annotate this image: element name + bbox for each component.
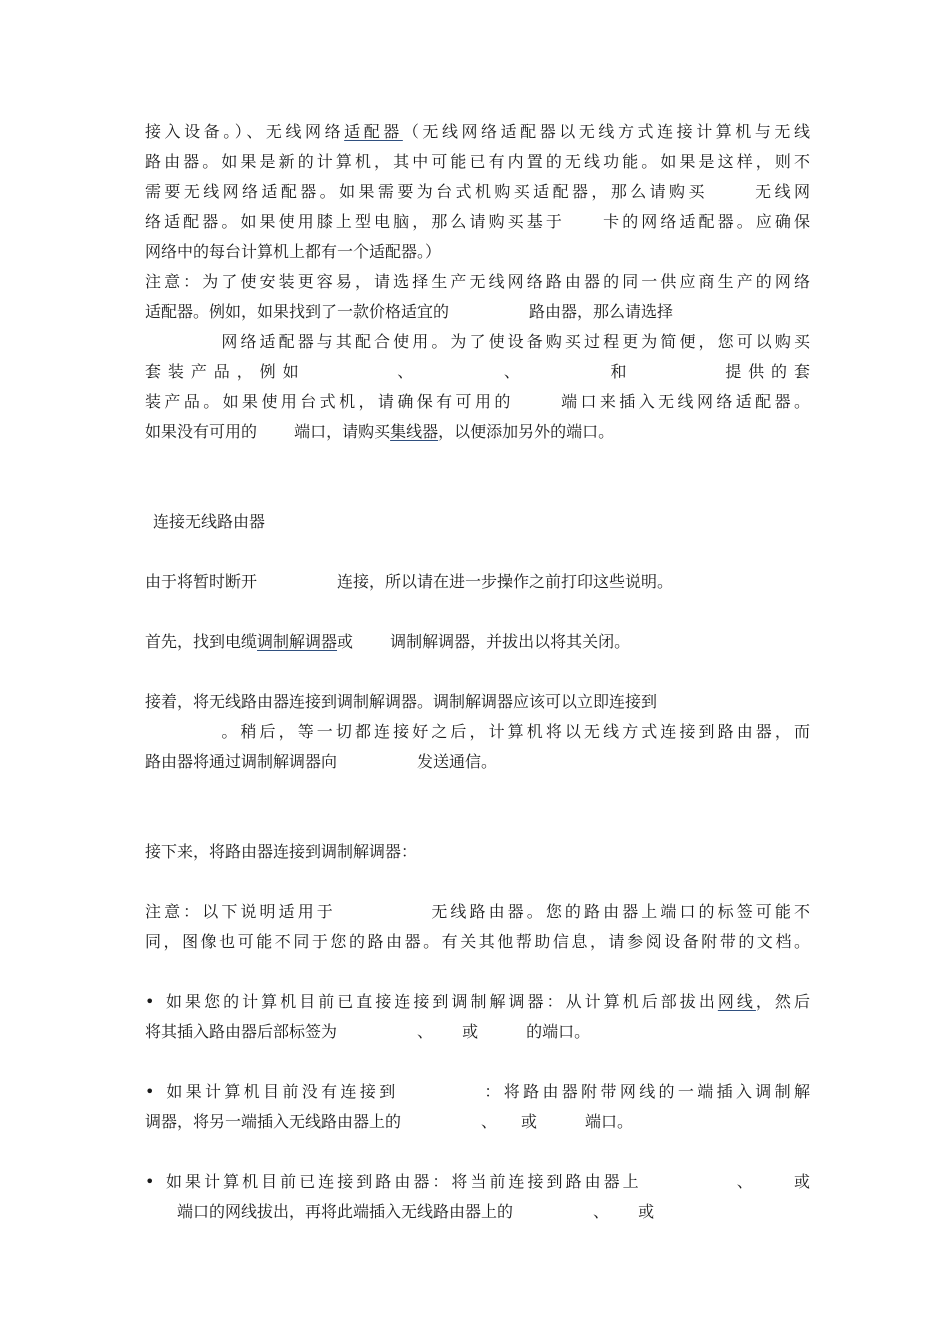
para2-line3: 网络适配器与其配合使用。为了使设备购买过程更为简便，您可以购买: [145, 332, 810, 351]
para7-line1: 注意：以下说明适用于 无线路由器。您的路由器上端口的标签可能不: [145, 902, 810, 921]
para1-line3: 需要无线网络适配器。如果需要为台式机购买适配器，那么请购买 无线网: [145, 182, 810, 201]
bullet-icon: •: [145, 1172, 155, 1191]
text: （无线网络适配器以无线方式连接计算机与无线: [402, 122, 810, 141]
bullet-icon: •: [145, 992, 155, 1011]
text: 首先，找到电缆: [145, 632, 258, 651]
text: 如果您的计算机目前已直接连接到调制解调器：从计算机后部拔出: [163, 992, 718, 1011]
link-hub[interactable]: 集线器: [390, 422, 439, 441]
para6: 接下来，将路由器连接到调制解调器：: [145, 842, 418, 861]
link-cable[interactable]: 网线: [717, 992, 756, 1011]
text: ，以便添加另外的端口。: [438, 422, 615, 441]
bullet2-line1: [145, 1082, 810, 1102]
para2-line4: 套装产品，例如 、 、 和 提供的套: [145, 362, 810, 381]
para5-line2: 。稍后，等一切都连接好之后，计算机将以无线方式连接到路由器，而: [145, 722, 810, 741]
para2-line6: [145, 422, 810, 442]
para5-line1: 接着，将无线路由器连接到调制解调器。调制解调器应该可以立即连接到: [145, 692, 658, 711]
bullet2-line2: 调器，将另一端插入无线路由器上的 、 或 端口。: [145, 1112, 634, 1131]
para5-line3: 路由器将通过调制解调器向 发送通信。: [145, 752, 498, 771]
para1-line4: 络适配器。如果使用膝上型电脑，那么请购买基于 卡的网络适配器。应确保: [145, 212, 810, 231]
para3: 由于将暂时断开 连接，所以请在进一步操作之前打印这些说明。: [145, 572, 674, 591]
text: 如果计算机目前没有连接到 ：将路由器附带网线的一端插入调制解: [163, 1082, 810, 1101]
text: 或 调制解调器，并拔出以将其关闭。: [337, 632, 631, 651]
para1-line2: 路由器。如果是新的计算机，其中可能已有内置的无线功能。如果是这样，则不: [145, 152, 810, 171]
para7-line2: 同，图像也可能不同于您的路由器。有关其他帮助信息，请参阅设备附带的文档。: [145, 932, 810, 951]
text: 如果没有可用的 端口，请购买: [145, 422, 391, 441]
text: 接入设备。）、无线网络: [145, 122, 345, 141]
bullet1-line2: 将其插入路由器后部标签为 、 或 的端口。: [145, 1022, 591, 1041]
text: 如果计算机目前已连接到路由器：将当前连接到路由器上 、 或: [163, 1172, 810, 1191]
para2-line5: 装产品。如果使用台式机，请确保有可用的 端口来插入无线网络适配器。: [145, 392, 810, 411]
link-adapter[interactable]: 适配器: [344, 122, 403, 141]
para1-line5: 网络中的每台计算机上都有一个适配器。）: [145, 242, 442, 261]
section-heading: 连接无线路由器: [153, 512, 266, 531]
para4: [145, 632, 810, 652]
bullet1-line1: [145, 992, 810, 1012]
para2-line2: 适配器。例如，如果找到了一款价格适宜的 路由器，那么请选择: [145, 302, 674, 321]
para2-line1: 注意：为了使安装更容易，请选择生产无线网络路由器的同一供应商生产的网络: [145, 272, 810, 291]
bullet3-line1: [145, 1172, 810, 1192]
link-modem[interactable]: 调制解调器: [257, 632, 338, 651]
text: ，然后: [755, 992, 810, 1011]
bullet-icon: •: [145, 1082, 155, 1101]
bullet3-line2: 端口的网线拔出，再将此端插入无线路由器上的 、 或: [145, 1202, 655, 1221]
para1-line1: [145, 122, 810, 142]
